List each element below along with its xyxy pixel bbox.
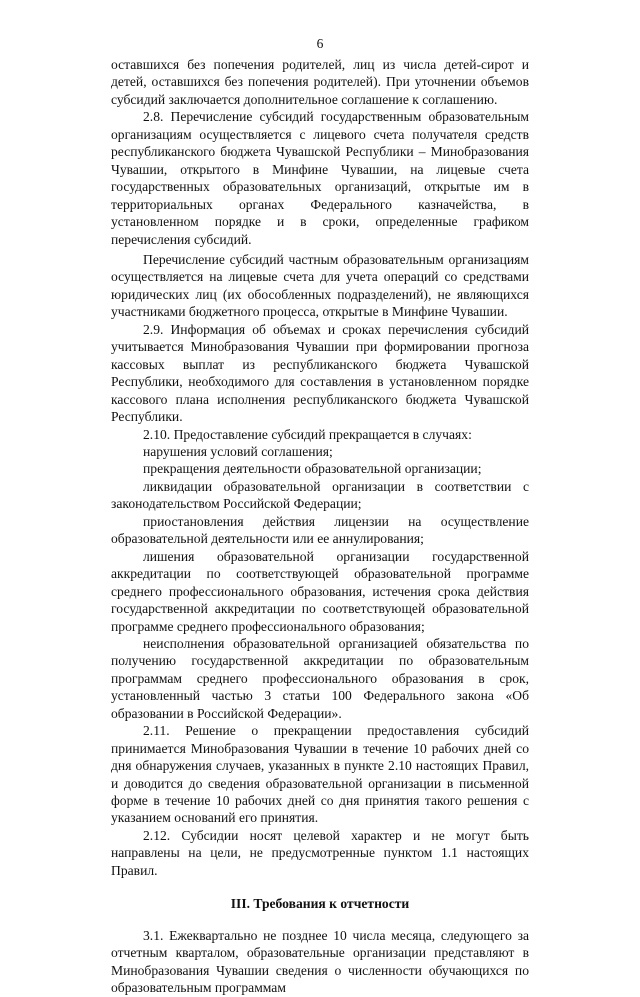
list-item-agreement-violation: нарушения условий соглашения; bbox=[143, 443, 333, 459]
list-item-accreditation-obligation: неисполнения образовательной организацией обязательства по получению государственной аккредитации по образовательным программам среднего профессионального образования в срок, установленный частью 3 статьи 100 Федерального закона «Об образовании в Российской Федерации». bbox=[111, 635, 529, 721]
list-item-accreditation-deprivation: лишения образовательной организации государственной аккредитации по соответствующей образовательной программе среднего профессионального образования, истечения срока действия государственной аккредитации по соответствующей образовательной программе среднего профессионального образования; bbox=[111, 548, 529, 634]
paragraph-2-12: 2.12. Субсидии носят целевой характер и не могут быть направлены на цели, не предусмотренные пунктом 1.1 настоящих Правил. bbox=[111, 827, 529, 878]
paragraph-3-1: 3.1. Ежеквартально не позднее 10 числа месяца, следующего за отчетным кварталом, образовательные организации представляют в Минобразования Чувашии сведения о численности обучающихся по образовательным программам bbox=[111, 927, 529, 996]
page-number: 6 bbox=[316, 36, 324, 51]
paragraph-2-8-private: Перечисление субсидий частным образовательным организациям осуществляется на лицевые счета для учета операций со средствами юридических лиц (их обособленных подразделений), не являющихся участниками бюджетного процесса, открытые в Минфине Чувашии. bbox=[111, 251, 529, 320]
section-heading: III. Требования к отчетности bbox=[230, 896, 410, 912]
list-item-license-suspension: приостановления действия лицензии на осуществление образовательной деятельности или ее аннулирования; bbox=[111, 513, 529, 547]
list-item-activity-termination: прекращения деятельности образовательной организации; bbox=[143, 461, 482, 477]
document-body bbox=[111, 56, 529, 997]
paragraph-2-10: 2.10. Предоставление субсидий прекращается в случаях: bbox=[143, 426, 472, 442]
list-item-liquidation: ликвидации образовательной организации в соответствии с законодательством Российской Федерации; bbox=[111, 478, 529, 512]
paragraph-2-9: 2.9. Информация об объемах и сроках перечисления субсидий учитывается Минобразования Чувашии при формировании прогноза кассовых выплат из республиканского бюджета Чувашской Республики, необходимого для составления в установленном порядке кассового плана исполнения республиканского бюджета Чувашской Республики. bbox=[111, 321, 529, 425]
paragraph-2-8: 2.8. Перечисление субсидий государственным образовательным организациям осуществляется с лицевого счета получателя средств республиканского бюджета Чувашской Республики – Минобразования Чувашии, открытого в Минфине Чувашии, на лицевые счета государственных образовательных организаций, открытые им в территориальных органах Федерального казначейства, в установленном порядке и в сроки, определенные графиком перечисления субсидий. bbox=[111, 109, 529, 247]
paragraph-continuation: оставшихся без попечения родителей, лиц из числа детей-сирот и детей, оставшихся без попечения родителей). При уточнении объемов субсидий заключается дополнительное соглашение к соглашению. bbox=[111, 57, 529, 107]
paragraph-2-11: 2.11. Решение о прекращении предоставления субсидий принимается Минобразования Чувашии в течение 10 рабочих дней со дня обнаружения случаев, указанных в пункте 2.10 настоящих Правил, и доводится до сведения образовательной организации в письменной форме в течение 10 рабочих дней со дня принятия такого решения с указанием оснований его принятия. bbox=[111, 723, 529, 826]
